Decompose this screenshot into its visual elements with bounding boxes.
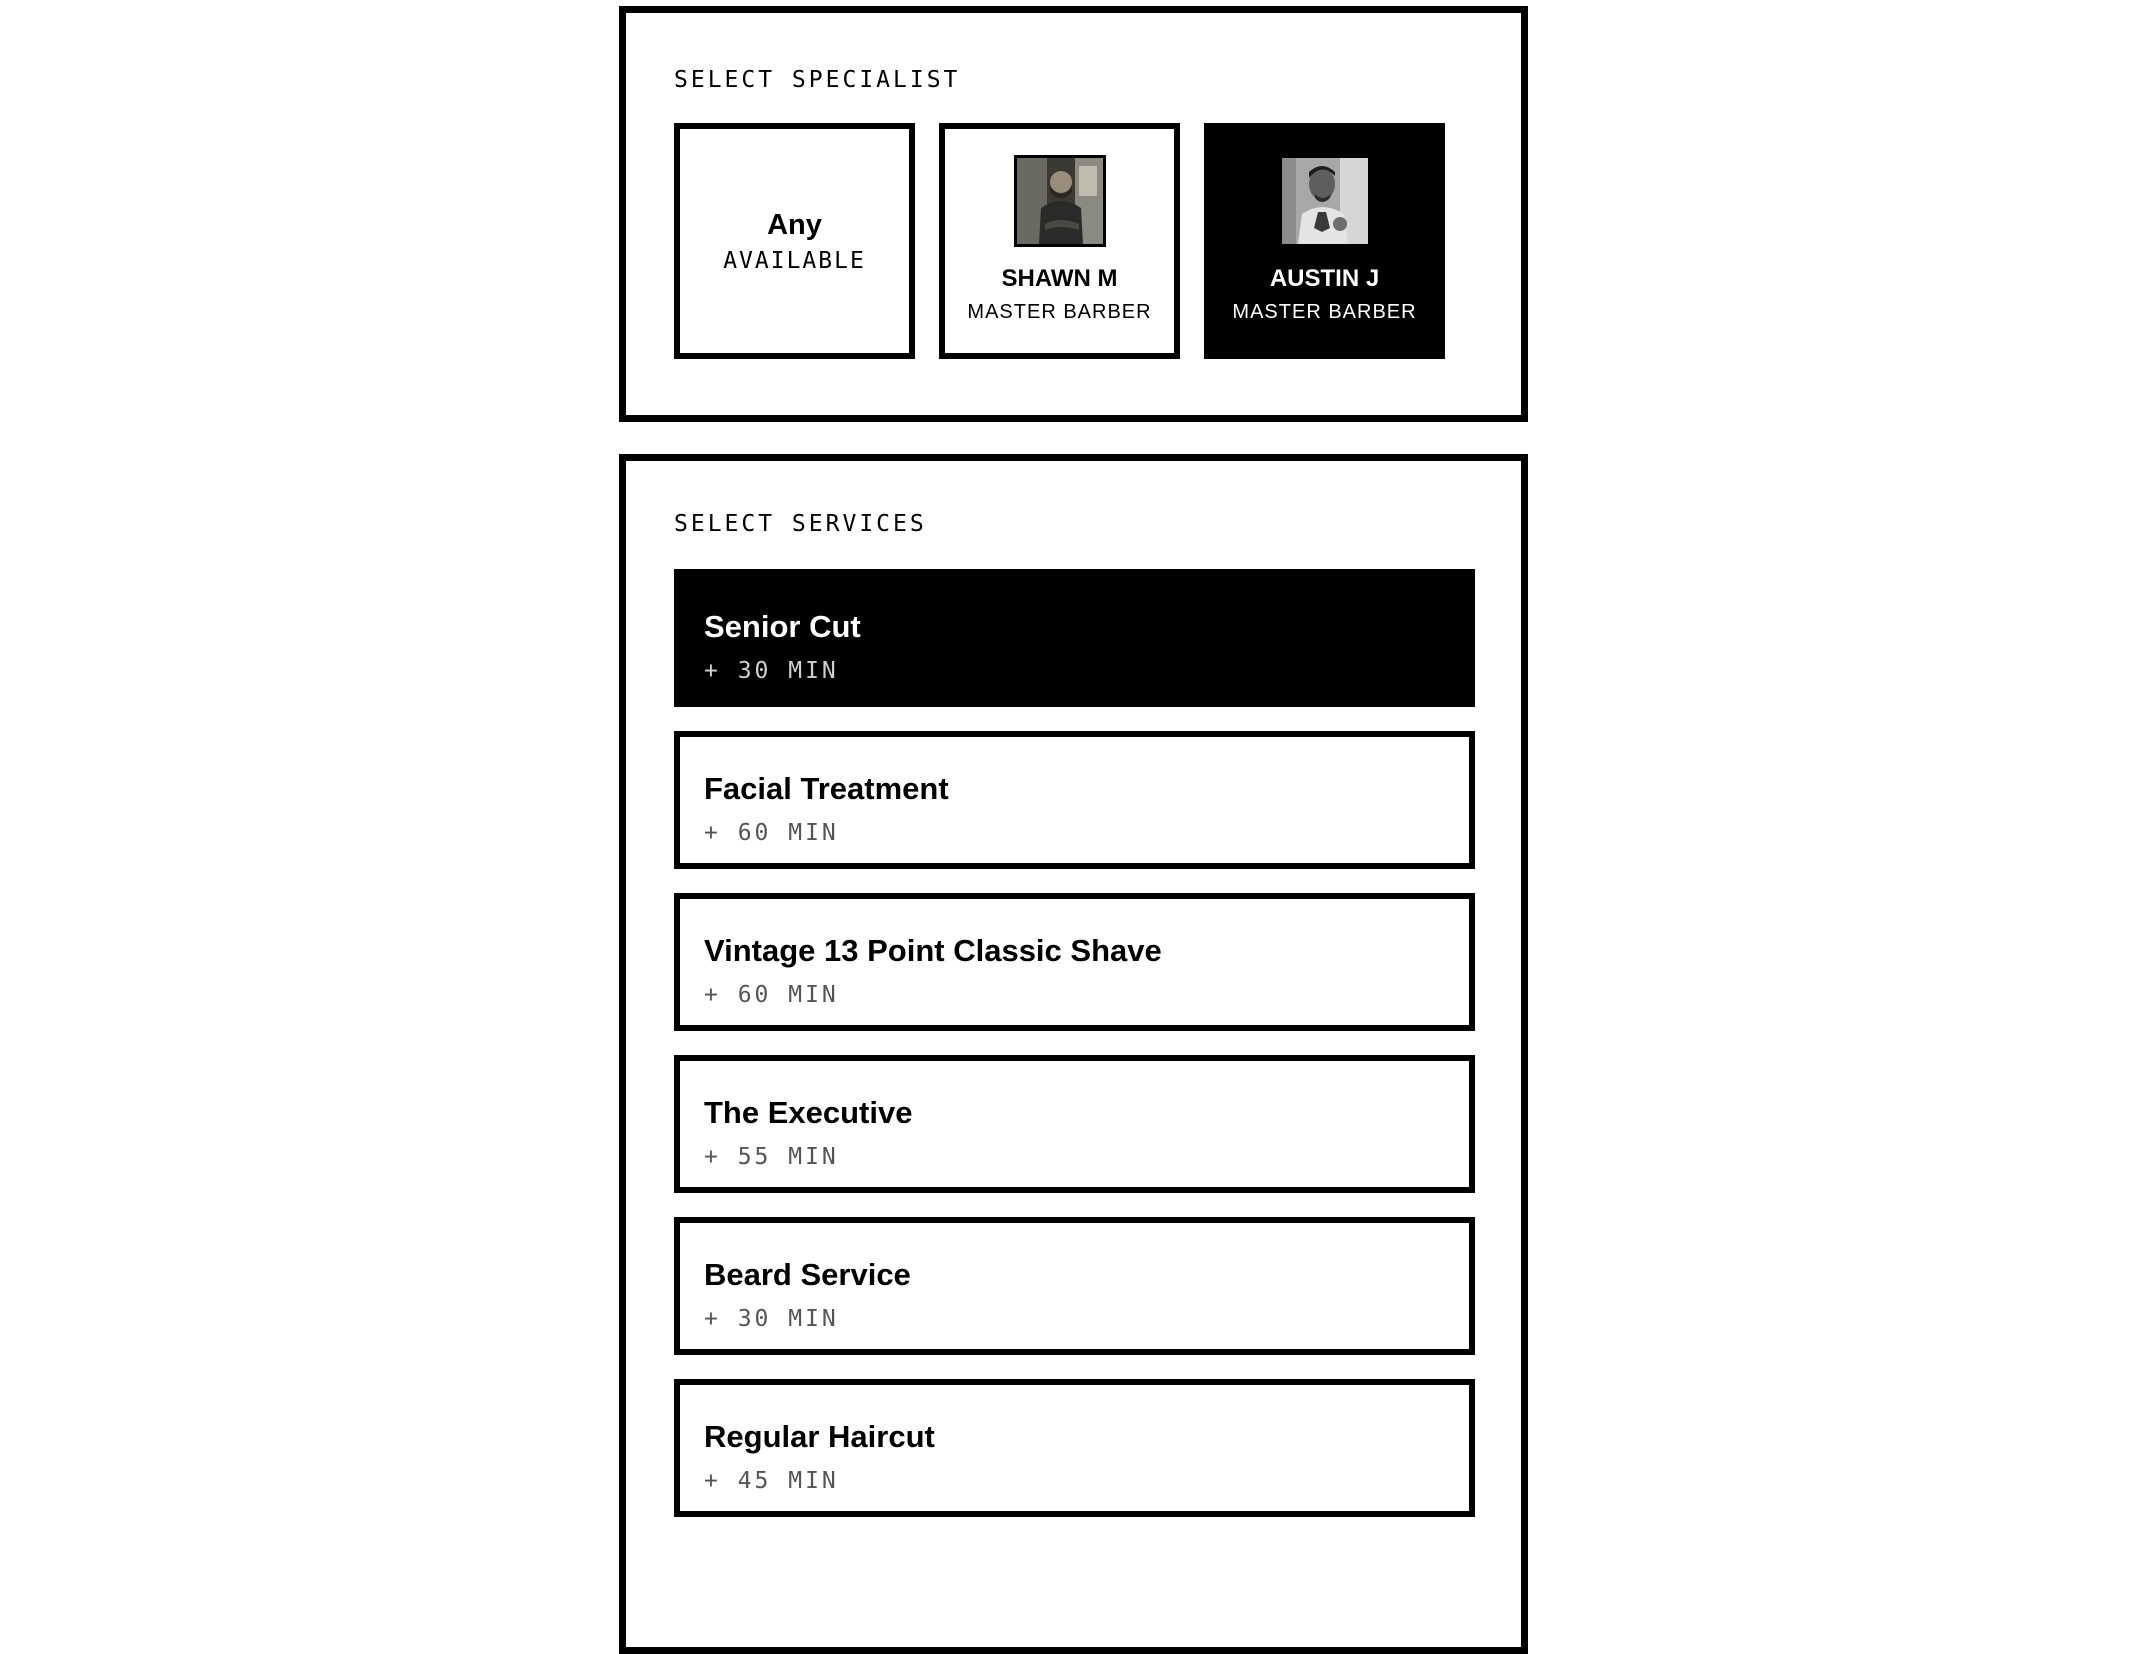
avatar bbox=[1279, 155, 1371, 247]
service-name: Senior Cut bbox=[704, 609, 861, 644]
specialist-name: AUSTIN J bbox=[1269, 264, 1380, 292]
barber-photo-shawn bbox=[1017, 158, 1103, 244]
services-section-label: SELECT SERVICES bbox=[674, 511, 927, 537]
specialist-panel bbox=[619, 6, 1528, 422]
service-duration: + 30 MIN bbox=[704, 658, 839, 684]
service-duration: + 60 MIN bbox=[704, 820, 839, 846]
specialist-name: SHAWN M bbox=[1001, 264, 1118, 292]
specialist-role: AVAILABLE bbox=[723, 247, 866, 274]
service-option[interactable] bbox=[674, 569, 1475, 707]
service-option[interactable] bbox=[674, 1055, 1475, 1193]
service-name: The Executive bbox=[704, 1095, 913, 1130]
specialist-option-austin[interactable] bbox=[1204, 123, 1445, 359]
service-option[interactable] bbox=[674, 893, 1475, 1031]
service-option[interactable] bbox=[674, 1379, 1475, 1517]
service-name: Regular Haircut bbox=[704, 1419, 935, 1454]
service-option[interactable] bbox=[674, 731, 1475, 869]
service-option[interactable] bbox=[674, 1217, 1475, 1355]
specialist-option-any[interactable] bbox=[674, 123, 915, 359]
barber-photo-austin bbox=[1282, 158, 1368, 244]
service-duration: + 45 MIN bbox=[704, 1468, 839, 1494]
specialist-option-shawn[interactable] bbox=[939, 123, 1180, 359]
services-list bbox=[674, 569, 1475, 1517]
service-duration: + 55 MIN bbox=[704, 1144, 839, 1170]
service-name: Facial Treatment bbox=[704, 771, 949, 806]
service-duration: + 60 MIN bbox=[704, 982, 839, 1008]
specialist-section-label: SELECT SPECIALIST bbox=[674, 67, 961, 93]
specialist-role: MASTER BARBER bbox=[1232, 300, 1417, 323]
avatar bbox=[1014, 155, 1106, 247]
service-duration: + 30 MIN bbox=[704, 1306, 839, 1332]
specialist-name: Any bbox=[767, 208, 822, 241]
service-name: Vintage 13 Point Classic Shave bbox=[704, 933, 1162, 968]
specialist-options bbox=[674, 123, 1445, 359]
specialist-role: MASTER BARBER bbox=[967, 300, 1152, 323]
services-panel bbox=[619, 454, 1528, 1654]
service-name: Beard Service bbox=[704, 1257, 911, 1292]
